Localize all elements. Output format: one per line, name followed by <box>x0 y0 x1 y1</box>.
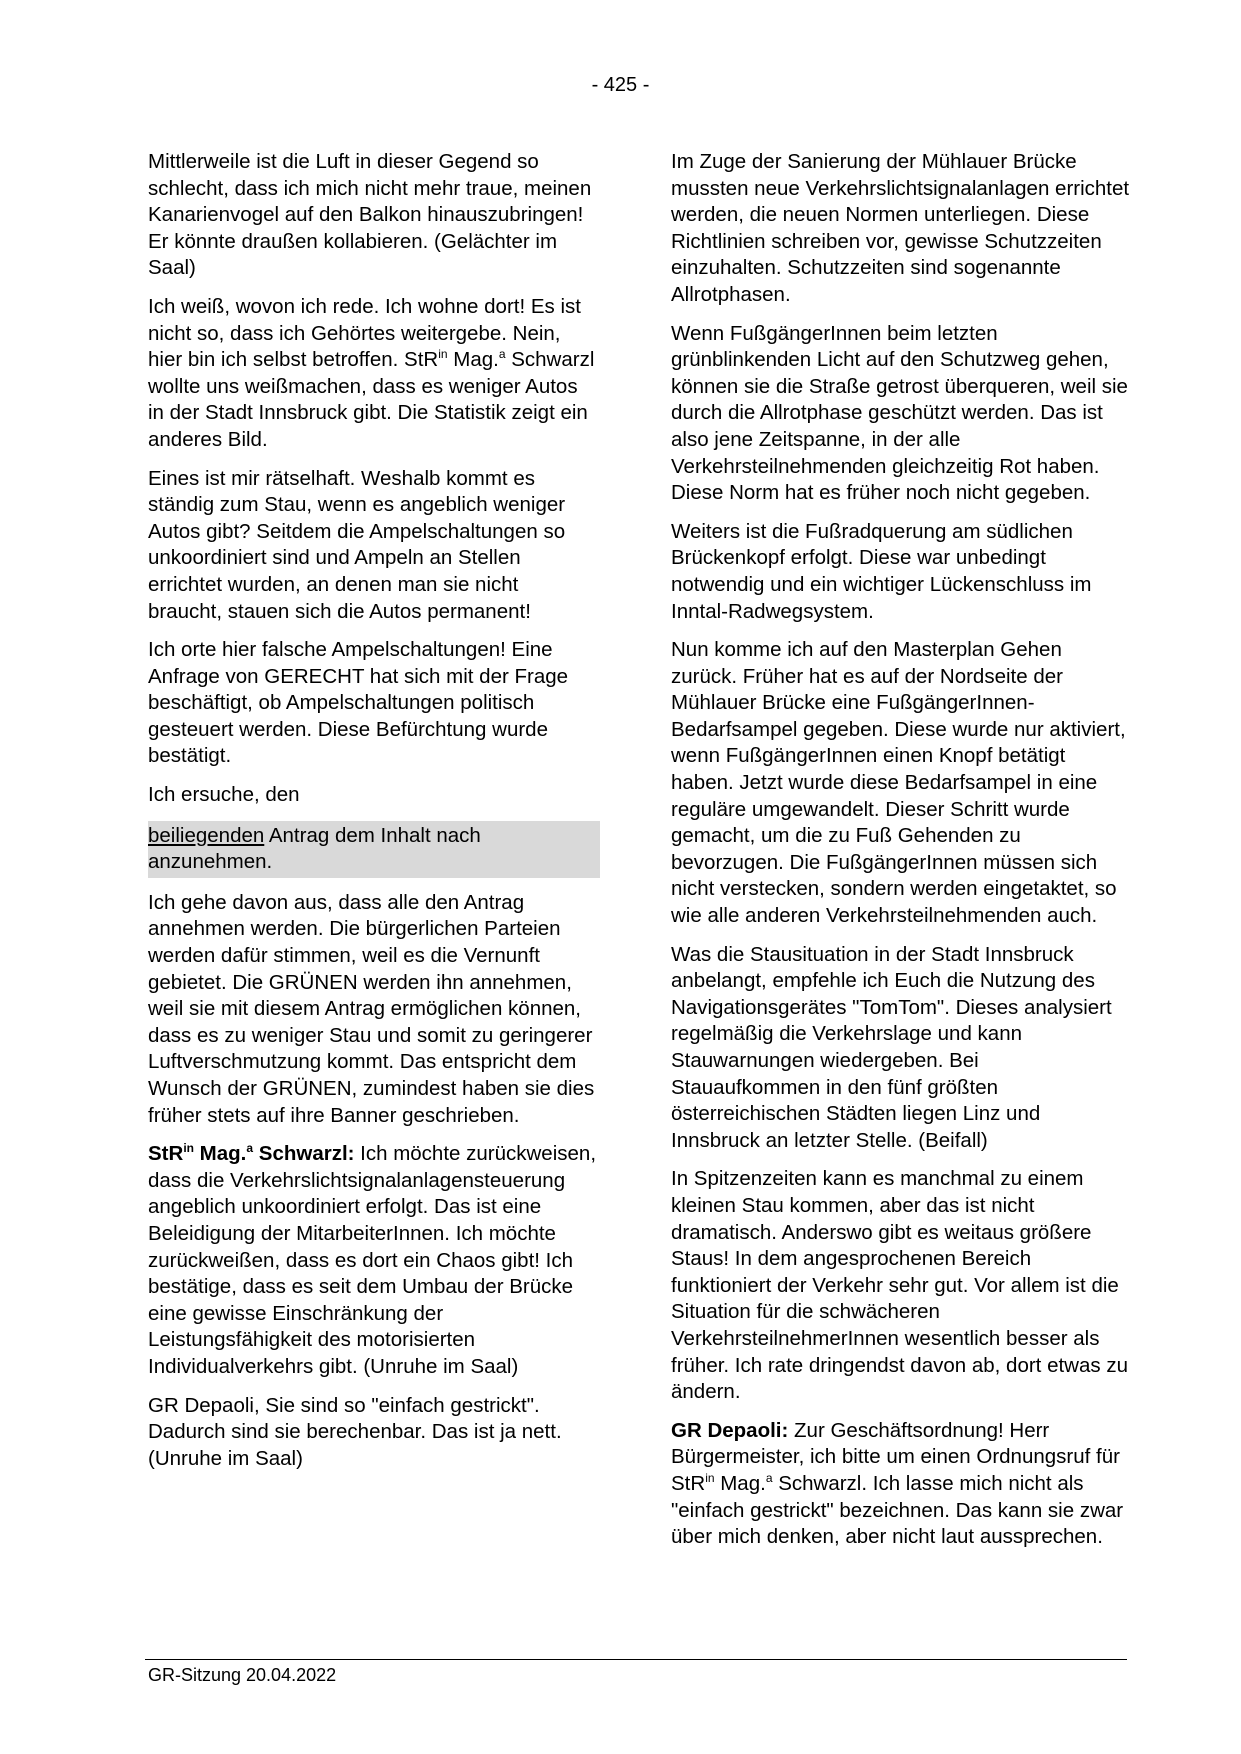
text-span: Antrag dem Inhalt nach anzunehmen. <box>148 823 481 874</box>
text-span: Mag. <box>714 1471 766 1495</box>
paragraph: Ich orte hier falsche Ampelschaltungen! Eine Anfrage von GERECHT hat sich mit der Frage beschäftigt, ob Ampelschaltungen politisch gesteuert werden. Diese Befürchtung wurde bestätigt. <box>148 638 569 768</box>
superscript: a <box>246 1141 254 1156</box>
superscript: in <box>183 1141 194 1156</box>
paragraph: Weiters ist die Fußradquerung am südlichen Brückenkopf erfolgt. Diese war unbedingt notwendig und ein wichtiger Lückenschluss im Inntal-Radwegsystem. <box>671 519 1092 623</box>
paragraph: Ich ersuche, den <box>148 783 300 807</box>
underlined-word: beiliegenden <box>148 823 265 847</box>
left-column <box>148 149 598 1484</box>
text-span: StR <box>148 1142 184 1166</box>
paragraph: Mittlerweile ist die Luft in dieser Gegend so schlecht, dass ich mich nicht mehr traue, meinen Kanarienvogel auf den Balkon hinauszubringen! Er könnte draußen kollabieren. (Gelächter im Saal) <box>148 150 592 280</box>
paragraph: Eines ist mir rätselhaft. Weshalb kommt es ständig zum Stau, wenn es angeblich weniger Autos gibt? Seitdem die Ampelschaltungen so unkoordiniert sind und Ampeln an Stellen errichtet wurden, an denen man sie nicht braucht, stauen sich die Autos permanent! <box>148 466 566 623</box>
paragraph: In Spitzenzeiten kann es manchmal zu einem kleinen Stau kommen, aber das ist nicht dramatisch. Anderswo gibt es weitaus größere Staus! In dem angesprochenen Bereich funktioniert der Verkehr sehr gut. Vor allem ist die Situation für die schwächeren VerkehrsteilnehmerInnen wesentlich besser als früher. Ich rate dringendst davon ab, dort etwas zu ändern. <box>671 1167 1128 1404</box>
text-span: Ich weiß, wovon ich rede. Ich wohne dort! Es ist nicht so, dass ich Gehörtes weitergebe. Nein, hier bin ich selbst betroffen. StR <box>148 294 581 372</box>
paragraph: Wenn FußgängerInnen beim letzten grünblinkenden Licht auf den Schutzweg gehen, können sie die Straße getrost überqueren, weil sie durch die Allrotphase geschützt werden. Das ist also jene Zeitspanne, in der alle Verkehrsteilnehmenden gleichzeitig Rot haben. Diese Norm hat es früher noch nicht gegeben. <box>671 321 1128 505</box>
paragraph: Was die Stausituation in der Stadt Innsbruck anbelangt, empfehle ich Euch die Nutzung des Navigationsgerätes "TomTom". Dieses analysiert regelmäßig die Verkehrslage und kann Stauwarnungen wiedergeben. Bei Stauaufkommen in den fünf größten österreichischen Städten liegen Linz und Innsbruck an letzter Stelle. (Beifall) <box>671 942 1112 1152</box>
superscript: in <box>705 1471 715 1486</box>
superscript: in <box>438 347 448 362</box>
text-span: Mag. <box>193 1142 247 1166</box>
footer-text: GR-Sitzung 20.04.2022 <box>148 1665 337 1685</box>
paragraph <box>671 1418 1133 1551</box>
paragraph: Nun komme ich auf den Masterplan Gehen zurück. Früher hat es auf der Nordseite der Mühlauer Brücke eine FußgängerInnen-Bedarfsampel gegeben. Diese wurde nur aktiviert, wenn FußgängerInnen einen Knopf betätigt haben. Jetzt wurde diese Bedarfsampel in eine reguläre umgewandelt. Dieser Schritt wurde gemacht, um die zu Fuß Gehenden zu bevorzugen. Die FußgängerInnen müssen sich nicht verstecken, sondern werden eingetaktet, so wie alle anderen Verkehrsteilnehmenden auch. <box>671 638 1126 928</box>
footer-divider <box>145 1659 1127 1660</box>
text-span: Zur Geschäftsordnung! Herr Bürgermeister, ich bitte um einen Ordnungsruf für StR <box>671 1418 1120 1495</box>
text-span: Schwarzl. Ich lasse mich nicht als "einfach gestrickt" bezeichnen. Das kann sie zwar über mich denken, aber nicht laut aussprechen. <box>671 1471 1124 1549</box>
paragraph: GR Depaoli, Sie sind so "einfach gestrickt". Dadurch sind sie berechenbar. Das ist ja nett. (Unruhe im Saal) <box>148 1393 562 1470</box>
paragraph <box>148 1141 598 1380</box>
text-span: Mag. <box>447 348 499 372</box>
text-span: Schwarzl wollte uns weißmachen, dass es weniger Autos in der Stadt Innsbruck gibt. Die Statistik zeigt ein anderes Bild. <box>148 348 595 451</box>
right-column <box>671 149 1133 1563</box>
paragraph: Im Zuge der Sanierung der Mühlauer Brücke mussten neue Verkehrslichtsignalanlagen errichtet werden, die neuen Normen unterliegen. Diese Richtlinien schreiben vor, gewisse Schutzzeiten einzuhalten. Schutzzeiten sind sogenannte Allrotphasen. <box>671 150 1130 306</box>
speaker-name: GR Depaoli: <box>671 1418 789 1442</box>
text-span: Ich möchte zurückweisen, dass die Verkehrslichtsignalanlagensteuerung angeblich unkoordiniert erfolgt. Das ist eine Beleidigung der MitarbeiterInnen. Ich möchte zurückweißen, dass es dort ein Chaos gibt! Ich bestätige, dass es seit dem Umbau der Brücke eine gewisse Einschränkung der Leistungsfähigkeit des motorisierten Individualverkehrs gibt. (Unruhe im Saal) <box>148 1142 597 1378</box>
superscript: a <box>498 347 506 362</box>
paragraph: Ich gehe davon aus, dass alle den Antrag annehmen werden. Die bürgerlichen Parteien werden dafür stimmen, weil es die Vernunft gebietet. Die GRÜNEN werden ihn annehmen, weil sie mit diesem Antrag ermöglichen können, dass es zu weniger Stau und somit zu geringerer Luftverschmutzung kommt. Das entspricht dem Wunsch der GRÜNEN, zumindest haben sie dies früher stets auf ihre Banner geschrieben. <box>148 890 595 1127</box>
speaker-name <box>148 1142 354 1165</box>
motion-box <box>148 821 600 878</box>
paragraph <box>148 294 598 454</box>
superscript: a <box>765 1471 773 1486</box>
text-span: Schwarzl: <box>253 1142 355 1166</box>
page-number: - 425 - <box>591 74 650 96</box>
